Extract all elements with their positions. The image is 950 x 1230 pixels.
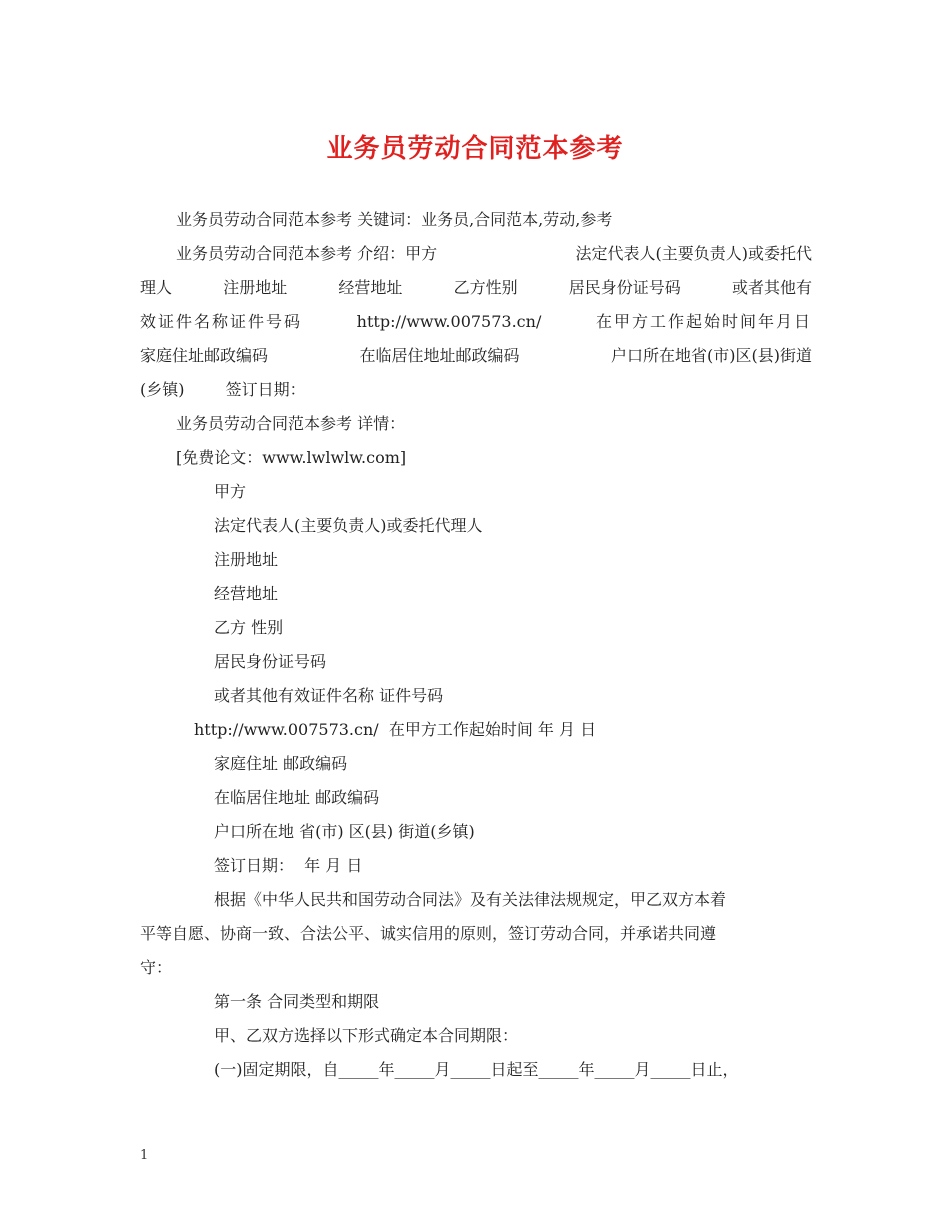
intro-text: 经营地址 [338, 278, 403, 297]
article-item: (一)固定期限，自_____年_____月_____日起至_____年_____月_____日止， [214, 1060, 739, 1079]
intro-text: 理人 [140, 278, 173, 297]
field-line: 家庭住址 邮政编码 [214, 754, 348, 773]
intro-text: 居民身份证号码 [568, 278, 681, 297]
intro-line-2 [140, 271, 812, 305]
intro-line-1 [176, 237, 812, 271]
intro-text: (乡镇) [140, 380, 185, 399]
document-title: 业务员劳动合同范本参考 [326, 134, 624, 164]
keywords-line: 业务员劳动合同范本参考 关键词：业务员,合同范本,劳动,参考 [176, 210, 613, 229]
article-heading: 第一条 合同类型和期限 [214, 992, 380, 1011]
page-number: 1 [140, 1148, 149, 1163]
preamble-line-3: 守： [140, 958, 173, 977]
field-line: 居民身份证号码 [214, 652, 327, 671]
intro-text: 注册地址 [223, 278, 288, 297]
field-line: 法定代表人(主要负责人)或委托代理人 [214, 516, 483, 535]
intro-url: http://www.007573.cn/ [356, 312, 542, 331]
source-line: [免费论文：www.lwlwlw.com] [176, 448, 407, 467]
intro-text: 效证件名称证件号码 [140, 312, 303, 331]
field-line: 在临居住地址 邮政编码 [214, 788, 380, 807]
intro-line-4 [140, 339, 812, 373]
intro-line-3 [140, 305, 812, 339]
intro-text: 签订日期： [225, 380, 306, 399]
intro-text: 法定代表人(主要负责人)或委托代 [575, 244, 812, 263]
intro-text: 乙方性别 [453, 278, 518, 297]
field-line: 注册地址 [214, 550, 279, 569]
intro-text: 或者其他有 [731, 278, 812, 297]
field-line: 户口所在地 省(市) 区(县) 街道(乡镇) [214, 822, 475, 841]
preamble-line-2: 平等自愿、协商一致、合法公平、诚实信用的原则，签订劳动合同，并承诺共同遵 [140, 924, 717, 943]
url-line: http://www.007573.cn/ 在甲方工作起始时间 年 月 日 [194, 720, 597, 739]
intro-text: 在临居住地址邮政编码 [359, 346, 520, 365]
intro-text: 在甲方工作起始时间年月日 [595, 312, 812, 331]
details-line: 业务员劳动合同范本参考 详情： [176, 414, 406, 433]
field-line: 签订日期： 年 月 日 [214, 856, 363, 875]
article-intro: 甲、乙双方选择以下形式确定本合同期限： [214, 1026, 519, 1045]
intro-text: 家庭住址邮政编码 [140, 346, 269, 365]
field-line: 或者其他有效证件名称 证件号码 [214, 686, 444, 705]
preamble-line-1: 根据《中华人民共和国劳动合同法》及有关法律法规规定，甲乙双方本着 [214, 890, 727, 909]
field-line: 乙方 性别 [214, 618, 284, 637]
field-line: 甲方 [214, 482, 247, 501]
intro-text: 业务员劳动合同范本参考 介绍：甲方 [176, 244, 438, 263]
intro-line-5 [140, 373, 306, 407]
intro-text: 户口所在地省(市)区(县)街道 [611, 346, 812, 365]
field-line: 经营地址 [214, 584, 279, 603]
